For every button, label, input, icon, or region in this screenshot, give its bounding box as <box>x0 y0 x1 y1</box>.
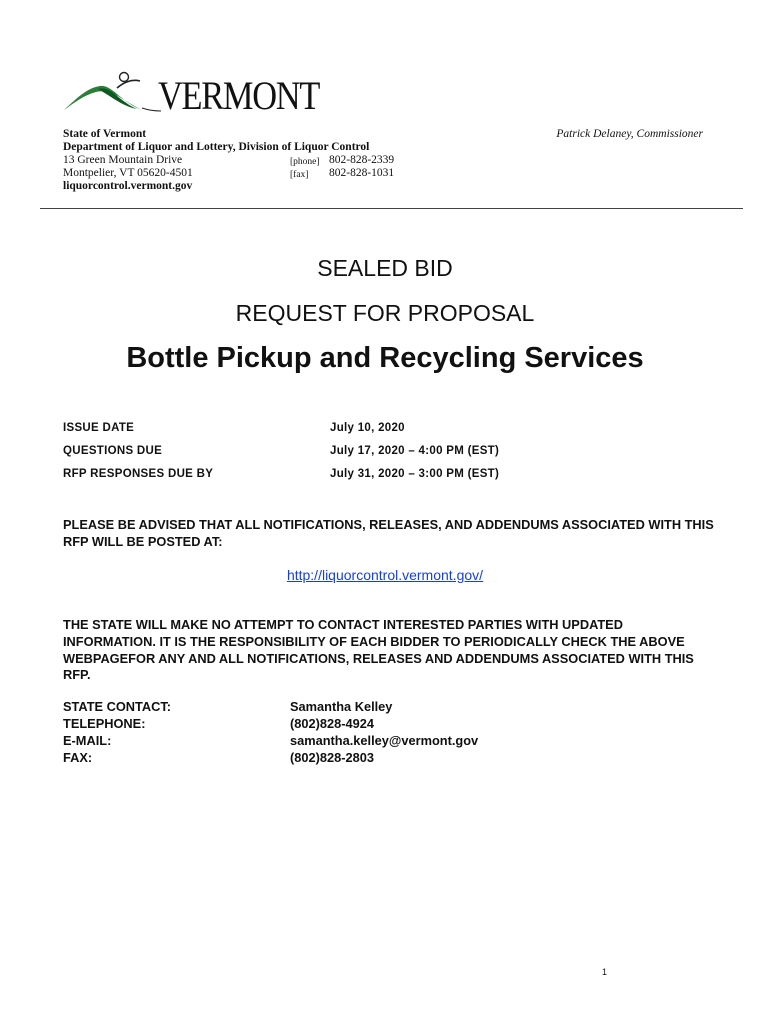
commissioner-name: Patrick Delaney, Commissioner <box>556 128 703 140</box>
phone-label: [phone] <box>290 157 320 167</box>
address-line-2: Montpelier, VT 05620-4501 <box>63 167 193 179</box>
questions-due-value: July 17, 2020 – 4:00 PM (EST) <box>330 445 500 457</box>
logo-wordmark: VERMONT <box>158 73 320 118</box>
title-rfp: REQUEST FOR PROPOSAL <box>235 300 535 326</box>
phone-number: 802-828-2339 <box>329 154 395 166</box>
notice-posting: PLEASE BE ADVISED THAT ALL NOTIFICATIONS, RELEASES, AND ADDENDUMS ASSOCIATED WITH THIS RFP WILL BE POSTED AT: <box>63 517 714 549</box>
address-line-1: 13 Green Mountain Drive <box>63 154 183 166</box>
responses-due-label: RFP RESPONSES DUE BY <box>63 468 214 480</box>
notice-responsibility: THE STATE WILL MAKE NO ATTEMPT TO CONTACT INTERESTED PARTIES WITH UPDATED INFORMATION. IT IS THE RESPONSIBILITY OF EACH BIDDER TO PERIODICALLY CHECK THE ABOVE WEBPAGEFOR ANY AND ALL NOTIFICATIONS, RELEASES AND ADDENDUMS ASSOCIATED WITH THIS RFP. <box>63 617 694 683</box>
issue-date-label: ISSUE DATE <box>63 422 135 434</box>
page-number: 1 <box>602 967 608 977</box>
questions-due-label: QUESTIONS DUE <box>63 445 163 457</box>
email-value: samantha.kelley@vermont.gov <box>290 733 479 748</box>
department-name: Department of Liquor and Lottery, Division of Liquor Control <box>63 141 370 153</box>
fax-number: 802-828-1031 <box>329 167 395 179</box>
website-text: liquorcontrol.vermont.gov <box>63 180 193 192</box>
responses-due-value: July 31, 2020 – 3:00 PM (EST) <box>330 468 500 480</box>
issue-date-value: July 10, 2020 <box>330 422 405 434</box>
title-sealed-bid: SEALED BID <box>317 255 453 281</box>
title-services: Bottle Pickup and Recycling Services <box>126 342 644 374</box>
fax-label: [fax] <box>290 170 309 180</box>
website-link[interactable]: http://liquorcontrol.vermont.gov/ <box>286 567 484 583</box>
contact-name: Samantha Kelley <box>290 699 393 714</box>
telephone-label: TELEPHONE: <box>63 716 146 731</box>
header-divider <box>40 208 743 209</box>
fax-contact-label: FAX: <box>63 750 93 765</box>
email-label: E-MAIL: <box>63 733 112 748</box>
state-name: State of Vermont <box>63 128 147 140</box>
fax-contact-value: (802)828-2803 <box>290 750 374 765</box>
contact-label: STATE CONTACT: <box>63 699 172 714</box>
telephone-value: (802)828-4924 <box>290 716 374 731</box>
